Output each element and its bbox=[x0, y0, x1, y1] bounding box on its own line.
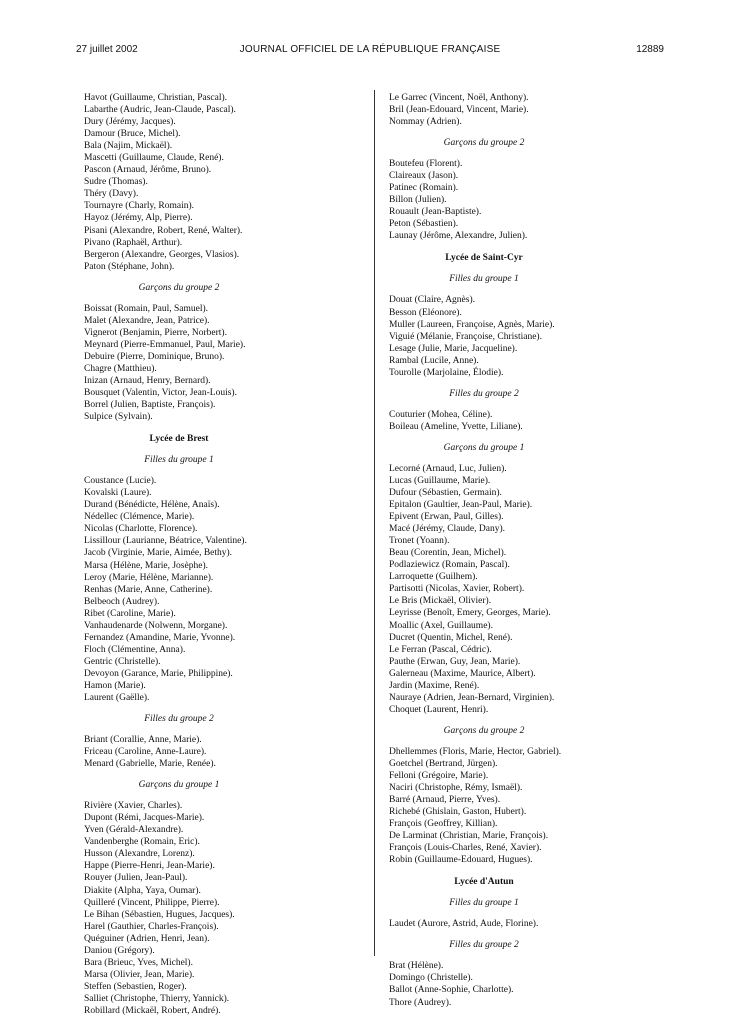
name-entry: Vignerot (Benjamin, Pierre, Norbert). bbox=[84, 327, 227, 338]
header-date: 27 juillet 2002 bbox=[76, 44, 138, 55]
name-entry: Steffen (Sebastien, Roger). bbox=[84, 981, 187, 992]
name-entry: Nauraye (Adrien, Jean-Bernard, Virginien). bbox=[389, 692, 555, 703]
name-entry: Hayoz (Jérémy, Alp, Pierre). bbox=[84, 213, 193, 224]
name-entry: Dufour (Sébastien, Germain). bbox=[389, 487, 502, 498]
name-entry: Epivent (Erwan, Paul, Gilles). bbox=[389, 512, 504, 523]
name-entry: Peton (Sébastien). bbox=[389, 219, 459, 230]
name-entry: Lucas (Guillaume, Marie). bbox=[389, 475, 491, 486]
group-subheading: Filles du groupe 2 bbox=[449, 388, 519, 399]
name-entry: Robin (Guillaume-Edouard, Hugues). bbox=[389, 855, 533, 866]
name-entry: Choquet (Laurent, Henri). bbox=[389, 704, 489, 715]
name-entry: Borrel (Julien, Baptiste, François). bbox=[84, 400, 216, 411]
name-entry: Friceau (Caroline, Anne-Laure). bbox=[84, 747, 207, 758]
name-entry: Couturier (Mohea, Céline). bbox=[389, 409, 493, 420]
name-entry: Bara (Brieuc, Yves, Michel). bbox=[84, 957, 193, 968]
name-entry: Ducret (Quentin, Michel, René). bbox=[389, 632, 513, 643]
name-entry: François (Louis-Charles, René, Xavier). bbox=[389, 843, 542, 854]
group-subheading: Garçons du groupe 2 bbox=[443, 138, 525, 149]
name-entry: Claireaux (Jason). bbox=[389, 171, 459, 182]
name-entry: Tronet (Yoann). bbox=[389, 536, 450, 547]
name-entry: Fernandez (Amandine, Marie, Yvonne). bbox=[84, 632, 236, 643]
name-entry: Théry (Davy). bbox=[84, 189, 139, 200]
name-entry: Pascon (Arnaud, Jérôme, Bruno). bbox=[84, 165, 212, 176]
name-entry: Daniou (Grégory). bbox=[84, 945, 155, 956]
name-entry: Ribet (Caroline, Marie). bbox=[84, 608, 176, 619]
name-entry: Havot (Guillaume, Christian, Pascal). bbox=[84, 93, 227, 103]
name-entry: Epitalon (Gaultier, Jean-Paul, Marie). bbox=[389, 500, 533, 511]
name-entry: Robillard (Mickaël, Robert, André). bbox=[84, 1006, 221, 1016]
name-entry: Boutefeu (Florent). bbox=[389, 159, 463, 170]
group-subheading: Garçons du groupe 2 bbox=[443, 725, 525, 736]
name-entry: Rivière (Xavier, Charles). bbox=[84, 801, 183, 812]
name-entry: Launay (Jérôme, Alexandre, Julien). bbox=[389, 231, 528, 242]
name-entry: Meynard (Pierre-Emmanuel, Paul, Marie). bbox=[84, 339, 246, 350]
name-entry: Besson (Eléonore). bbox=[389, 307, 462, 318]
name-entry: Boileau (Ameline, Yvette, Liliane). bbox=[389, 421, 523, 432]
name-entry: Podlaziewicz (Romain, Pascal). bbox=[389, 560, 510, 571]
name-entry: Tourolle (Marjolaine, Élodie). bbox=[389, 367, 504, 378]
name-entry: Pauthe (Erwan, Guy, Jean, Marie). bbox=[389, 656, 521, 667]
name-entry: Larroquette (Guilhem). bbox=[389, 572, 478, 583]
name-entry: Domingo (Christelle). bbox=[389, 973, 473, 984]
name-entry: Laudet (Aurore, Astrid, Aude, Florine). bbox=[389, 919, 539, 930]
name-entry: Leyrisse (Benoît, Emery, Georges, Marie). bbox=[389, 608, 551, 619]
group-subheading: Filles du groupe 2 bbox=[449, 940, 519, 951]
name-entry: Rouault (Jean-Baptiste). bbox=[389, 207, 482, 218]
name-entry: Barré (Arnaud, Pierre, Yves). bbox=[389, 795, 501, 806]
name-entry: Debuire (Pierre, Dominique, Bruno). bbox=[84, 351, 225, 362]
group-subheading: Filles du groupe 1 bbox=[449, 274, 519, 285]
group-subheading: Filles du groupe 1 bbox=[144, 455, 214, 466]
name-entry: Muller (Laureen, Françoise, Agnès, Marie). bbox=[389, 319, 555, 330]
name-entry: Nommay (Adrien). bbox=[389, 117, 462, 128]
group-subheading: Filles du groupe 2 bbox=[144, 714, 214, 725]
name-entry: Felloni (Grégoire, Marie). bbox=[389, 770, 489, 781]
right-column bbox=[389, 92, 669, 1009]
name-entry: Jacob (Virginie, Marie, Aimée, Bethy). bbox=[84, 548, 233, 559]
name-entry: Nédellec (Clémence, Marie). bbox=[84, 512, 195, 523]
name-entry: Chagre (Matthieu). bbox=[84, 363, 157, 374]
name-entry: Laurent (Gaëlle). bbox=[84, 693, 150, 704]
name-entry: Le Bris (Mickaël, Olivier). bbox=[389, 596, 492, 607]
name-entry: Douat (Claire, Agnès). bbox=[389, 295, 476, 306]
header-page-number: 12889 bbox=[636, 44, 664, 55]
name-entry: De Larminat (Christian, Marie, François). bbox=[389, 831, 549, 842]
name-entry: Sulpice (Sylvain). bbox=[84, 412, 153, 423]
name-entry: Quilleré (Vincent, Philippe, Pierre). bbox=[84, 897, 220, 908]
name-entry: Damour (Bruce, Michel). bbox=[84, 129, 181, 140]
group-subheading: Garçons du groupe 1 bbox=[443, 442, 525, 453]
name-entry: Bergeron (Alexandre, Georges, Vlasios). bbox=[84, 249, 240, 260]
page-header bbox=[76, 44, 664, 58]
name-entry: Sudre (Thomas). bbox=[84, 177, 148, 188]
name-entry: Happe (Pierre-Henri, Jean-Marie). bbox=[84, 861, 215, 872]
name-entry: Belbeoch (Audrey). bbox=[84, 596, 160, 607]
name-entry: Goetchel (Bertrand, Jürgen). bbox=[389, 758, 498, 769]
name-entry: Moallic (Axel, Guillaume). bbox=[389, 620, 493, 631]
name-entry: Le Garrec (Vincent, Noël, Anthony). bbox=[389, 93, 529, 103]
name-entry: Labarthe (Audric, Jean-Claude, Pascal). bbox=[84, 105, 236, 116]
name-entry: Lesage (Julie, Marie, Jacqueline). bbox=[389, 343, 518, 354]
name-entry: Le Ferran (Pascal, Cédric). bbox=[389, 644, 492, 655]
name-entry: Bousquet (Valentin, Victor, Jean-Louis). bbox=[84, 388, 237, 399]
name-entry: Devoyon (Garance, Marie, Philippine). bbox=[84, 668, 233, 679]
name-entry: Galerneau (Maxime, Maurice, Albert). bbox=[389, 668, 536, 679]
name-entry: Hamon (Marie). bbox=[84, 680, 146, 691]
name-entry: Marsa (Olivier, Jean, Marie). bbox=[84, 969, 195, 980]
name-entry: Nicolas (Charlotte, Florence). bbox=[84, 524, 198, 535]
name-entry: Bril (Jean-Edouard, Vincent, Marie). bbox=[389, 105, 529, 116]
name-entry: Vanhaudenarde (Nolwenn, Morgane). bbox=[84, 620, 228, 631]
name-entry: Menard (Gabrielle, Marie, Renée). bbox=[84, 759, 216, 770]
name-entry: Leroy (Marie, Hélène, Marianne). bbox=[84, 572, 214, 583]
name-entry: Boissat (Romain, Paul, Samuel). bbox=[84, 303, 209, 314]
name-entry: Renhas (Marie, Anne, Catherine). bbox=[84, 584, 213, 595]
name-entry: Beau (Corentin, Jean, Michel). bbox=[389, 548, 507, 559]
name-entry: Mascetti (Guillaume, Claude, René). bbox=[84, 153, 224, 164]
name-entry: Floch (Clémentine, Anna). bbox=[84, 644, 186, 655]
name-entry: Pivano (Raphaël, Arthur). bbox=[84, 237, 183, 248]
name-entry: Lissillour (Laurianne, Béatrice, Valentine). bbox=[84, 536, 247, 547]
name-entry: François (Geoffrey, Killian). bbox=[389, 819, 498, 830]
name-entry: Yven (Gérald-Alexandre). bbox=[84, 825, 184, 836]
left-column bbox=[84, 92, 362, 1017]
name-entry: Husson (Alexandre, Lorenz). bbox=[84, 849, 195, 860]
name-entry: Ballot (Anne-Sophie, Charlotte). bbox=[389, 985, 514, 996]
name-entry: Le Bihan (Sébastien, Hugues, Jacques). bbox=[84, 909, 235, 920]
name-entry: Inizan (Arnaud, Henry, Bernard). bbox=[84, 375, 211, 386]
name-entry: Briant (Corallie, Anne, Marie). bbox=[84, 735, 202, 746]
name-entry: Vandenberghe (Romain, Eric). bbox=[84, 837, 200, 848]
lycee-heading: Lycée de Brest bbox=[149, 434, 209, 445]
name-entry: Paton (Stéphane, John). bbox=[84, 261, 175, 272]
name-entry: Macé (Jérémy, Claude, Dany). bbox=[389, 524, 505, 535]
name-entry: Viguié (Mélanie, Françoise, Christiane). bbox=[389, 331, 542, 342]
group-subheading: Garçons du groupe 2 bbox=[138, 282, 220, 293]
name-entry: Billon (Julien). bbox=[389, 195, 447, 206]
name-entry: Thore (Audrey). bbox=[389, 997, 452, 1008]
name-entry: Coustance (Lucie). bbox=[84, 476, 157, 487]
group-subheading: Garçons du groupe 1 bbox=[138, 780, 220, 791]
name-entry: Durand (Bénédicte, Hélène, Anaïs). bbox=[84, 500, 220, 511]
name-entry: Tournayre (Charly, Romain). bbox=[84, 201, 195, 212]
name-entry: Dhellemmes (Floris, Marie, Hector, Gabriel). bbox=[389, 746, 562, 757]
name-entry: Naciri (Christophe, Rémy, Ismaël). bbox=[389, 783, 523, 794]
name-entry: Rouyer (Julien, Jean-Paul). bbox=[84, 873, 188, 884]
name-entry: Rambal (Lucile, Anne). bbox=[389, 355, 479, 366]
column-divider bbox=[374, 90, 375, 956]
name-entry: Salliet (Christophe, Thierry, Yannick). bbox=[84, 993, 230, 1004]
name-entry: Richebé (Ghislain, Gaston, Hubert). bbox=[389, 807, 527, 818]
group-subheading: Filles du groupe 1 bbox=[449, 898, 519, 909]
name-entry: Partisotti (Nicolas, Xavier, Robert). bbox=[389, 584, 525, 595]
name-entry: Jardin (Maxime, René). bbox=[389, 680, 480, 691]
name-entry: Marsa (Hélène, Marie, Josèphe). bbox=[84, 560, 208, 571]
lycee-heading: Lycée d'Autun bbox=[454, 877, 514, 888]
name-entry: Bala (Najim, Mickaël). bbox=[84, 141, 173, 152]
name-entry: Harel (Gauthier, Charles-François). bbox=[84, 921, 219, 932]
name-entry: Patinec (Romain). bbox=[389, 183, 459, 194]
name-entry: Pisani (Alexandre, Robert, René, Walter). bbox=[84, 225, 243, 236]
name-entry: Diakite (Alpha, Yaya, Oumar). bbox=[84, 885, 201, 896]
name-entry: Lecorné (Arnaud, Luc, Julien). bbox=[389, 463, 507, 474]
name-entry: Dupont (Rémi, Jacques-Marie). bbox=[84, 813, 205, 824]
name-entry: Dury (Jérémy, Jacques). bbox=[84, 117, 176, 128]
name-entry: Kovalski (Laure). bbox=[84, 488, 152, 499]
name-entry: Gentric (Christelle). bbox=[84, 656, 161, 667]
name-entry: Brat (Hélène). bbox=[389, 961, 444, 972]
lycee-heading: Lycée de Saint-Cyr bbox=[445, 253, 523, 264]
name-entry: Malet (Alexandre, Jean, Patrice). bbox=[84, 315, 210, 326]
header-title: JOURNAL OFFICIEL DE LA RÉPUBLIQUE FRANÇAISE bbox=[239, 44, 501, 55]
name-entry: Quéguiner (Adrien, Henri, Jean). bbox=[84, 933, 210, 944]
